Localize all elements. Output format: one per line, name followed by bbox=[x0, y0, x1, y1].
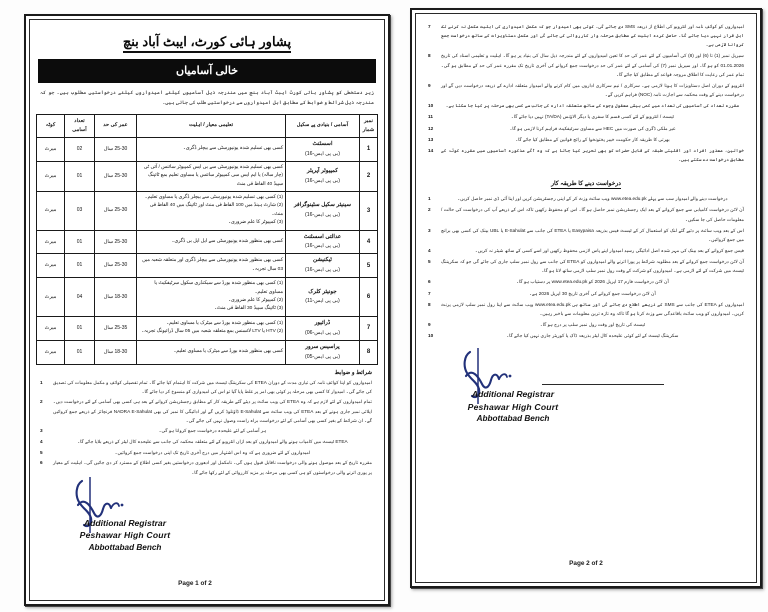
signatory-details bbox=[438, 388, 588, 425]
post-bps: (بی پی ایس-06) bbox=[305, 329, 340, 336]
procedure-heading-text: درخواست دینے کا طریقہ کار bbox=[551, 181, 621, 188]
signatory-court: Peshawar High Court bbox=[467, 401, 559, 412]
table-row bbox=[37, 316, 378, 340]
procedure-list bbox=[424, 192, 748, 340]
condition-number: 11 bbox=[428, 114, 433, 120]
list-item bbox=[428, 289, 744, 298]
cell-post bbox=[286, 340, 360, 364]
cell-age: 25-30 سال bbox=[95, 254, 137, 278]
post-bps: (بی پی ایس-16) bbox=[305, 212, 340, 219]
cell-age: 18-30 سال bbox=[95, 278, 137, 317]
procedure-number: 3 bbox=[428, 227, 431, 233]
list-item bbox=[428, 257, 744, 275]
cell-qualification bbox=[137, 254, 286, 278]
cell-quota: میرٹ bbox=[37, 254, 65, 278]
post-bps: (بی پی ایس-11) bbox=[305, 298, 340, 305]
cell-sr: 5 bbox=[360, 254, 378, 278]
cell-quota: میرٹ bbox=[37, 161, 65, 191]
procedure-text: آن لائن درخواست فارم 17 اپریل 2026 کو www.etea.edu.pk پر دستیاب ہو گا۔ bbox=[516, 279, 669, 285]
post-title: ڈرائیور bbox=[314, 319, 331, 326]
condition-number: 8 bbox=[428, 53, 431, 59]
cell-qualification bbox=[137, 340, 286, 364]
cell-count: 01 bbox=[65, 316, 95, 340]
cell-age: 25-30 سال bbox=[95, 191, 137, 230]
qualification-line: کسی بھی تسلیم شدہ یونیورسٹی سے بیچلر ڈگری۔ bbox=[182, 146, 283, 152]
qualification-line: (3) کمپیوٹر کا علم ضروری۔ bbox=[228, 220, 283, 226]
col-header-sr: نمبر شمار bbox=[360, 114, 378, 137]
list-item bbox=[40, 437, 372, 446]
vacancies-banner bbox=[38, 59, 376, 83]
signatory-bench: Abbottabad Bench bbox=[88, 542, 162, 552]
procedure-text: آن لائن درخواست جمع کروانے کی آخری تاریخ 30 اپریل 2026 ہے۔ bbox=[529, 290, 656, 296]
procedure-text: فیس جمع کروانے کے بعد بینک کی مہر شدہ اصل ادائیگی رسید امیدوار اپنے پاس لازمی محفوظ رکھیں اور اسے کسی کے ساتھ شیئر نہ کریں۔ bbox=[475, 247, 744, 253]
list-item bbox=[428, 194, 744, 203]
qualification-line: (2) HTV یا LTV لائسنس بمع متعلقہ شعبہ میں 05 سال ڈرائیونگ تجربہ۔ bbox=[141, 329, 283, 335]
signature-rule bbox=[542, 384, 664, 385]
post-bps: (بی پی ایس-16) bbox=[305, 267, 340, 274]
procedure-number: 8 bbox=[428, 301, 431, 307]
continued-conditions-list bbox=[424, 20, 748, 164]
condition-text: مقررہ تاریخ کے بعد موصول ہونے والی درخواست ناقابل قبول ہوں گی۔ نامکمل اور ادھوری درخواستیں بغیر کسی اطلاع کے مسترد کر دی جائیں گی۔ اہلیت کے معیار پر پوری اترنے والی درخواستوں کو ہی کسی بھی مرحلہ پر مزید کارروائی کے لئے رکھا جائے گا۔ bbox=[53, 460, 372, 475]
document-page-1 bbox=[24, 14, 390, 606]
procedure-text: آن لائن درخواست کامیابی سے جمع کروانے کے بعد ایک رجسٹریشن نمبر حاصل ہو گا۔ اس کو محفوظ رکھیں تاکہ اس کے ذریعے آپ کی درخواست کی حالت / معلومات حاصل کی جا سکیں۔ bbox=[441, 207, 744, 222]
procedure-number: 10 bbox=[428, 333, 434, 339]
cell-qualification bbox=[137, 161, 286, 191]
condition-text: ETEA ٹیسٹ میں کامیاب ہونے والے امیدواروں کو بعد ازاں انٹرویو کے لئے متعلقہ محکمہ کی جانب سے علیحدہ کال لیٹر کے ذریعے بلایا جائے گا۔ bbox=[77, 439, 348, 445]
post-bps: (بی پی ایس-16) bbox=[305, 177, 340, 184]
cell-post bbox=[286, 278, 360, 317]
cell-sr: 6 bbox=[360, 278, 378, 317]
cell-post bbox=[286, 254, 360, 278]
table-row bbox=[37, 161, 378, 191]
col-header-count: تعداد آسامی bbox=[65, 114, 95, 137]
procedure-text: امیدواروں کو ETEA کی جانب سے SMS کے ذریعے اطلاع دی جائے گی اور ساتھ ہی www.etea.edu.pk ویب سائٹ سے اپنا رول نمبر سلپ لازمی پرنٹ کریں۔ امیدواروں کو ویب سائٹ باقاعدگی سے وزٹ کرنا ہو گا تاکہ وہ تازہ ترین معلومات سے باخبر رہیں۔ bbox=[441, 301, 744, 316]
condition-number: 13 bbox=[428, 136, 434, 142]
procedure-number: 9 bbox=[428, 322, 431, 328]
post-bps: (بی پی ایس-16) bbox=[305, 150, 340, 157]
list-item bbox=[428, 246, 744, 255]
list-item bbox=[428, 205, 744, 223]
list-item bbox=[428, 22, 744, 49]
condition-number: 1 bbox=[40, 379, 43, 385]
procedure-text: آن لائن درخواست جمع کروانے کے بعد مطلوبہ شرائط پر پورا اترنے والے امیدواروں کو ETEA کی جانب سے رول نمبر سلپ جاری کی جائے گی جو کہ سکریننگ ٹیسٹ میں شرکت کے لئے لازمی ہے۔ امیدواروں کو شرکت کے وقت رول نمبر سلپ لازمی ساتھ لانا ہو گا۔ bbox=[441, 259, 744, 274]
post-title: ٹیکنیشن bbox=[313, 257, 332, 264]
cell-quota: میرٹ bbox=[37, 230, 65, 254]
condition-number: 2 bbox=[40, 399, 43, 405]
cell-post bbox=[286, 316, 360, 340]
table-row bbox=[37, 340, 378, 364]
list-item bbox=[428, 135, 744, 144]
post-title: سینیئر سکیل سٹینوگرافر bbox=[293, 202, 352, 209]
cell-post bbox=[286, 191, 360, 230]
qualification-line: کسی بھی منظور شدہ یونیورسٹی سے بیچلر ڈگری اور متعلقہ شعبہ میں 03 سال تجربہ۔ bbox=[142, 258, 283, 272]
cell-post bbox=[286, 230, 360, 254]
cell-sr: 7 bbox=[360, 316, 378, 340]
cell-age: 25-30 سال bbox=[95, 137, 137, 161]
qualification-line: کسی بھی منظور شدہ یونیورسٹی سے ایل ایل بی ڈگری۔ bbox=[171, 238, 283, 244]
cell-qualification bbox=[137, 137, 286, 161]
table-row bbox=[37, 230, 378, 254]
qualification-line: (1) کسی بھی منظور شدہ بورڈ سے سیکنڈری سکول سرٹیفکیٹ یا مساوی تعلیم۔ bbox=[154, 281, 283, 295]
signatory-details bbox=[50, 517, 200, 554]
qualification-line: کسی بھی تسلیم شدہ یونیورسٹی سے بی ایس کمپیوٹر سائنس / آئی ٹی bbox=[143, 164, 283, 170]
col-header-post: آسامی / بنیادی پے سکیل bbox=[286, 114, 360, 137]
table-row bbox=[37, 191, 378, 230]
vacancies-table bbox=[36, 114, 378, 365]
cell-sr: 3 bbox=[360, 191, 378, 230]
cell-sr: 4 bbox=[360, 230, 378, 254]
list-item bbox=[428, 112, 744, 121]
post-title: اسسٹنٹ bbox=[312, 140, 333, 147]
condition-number: 10 bbox=[428, 103, 434, 109]
post-title: عدالتی اسسٹنٹ bbox=[303, 233, 342, 240]
condition-text: غیر ملکی ڈگری کی صورت میں HEC سے مساوی سرٹیفکیٹ فراہم کرنا لازمی ہو گا۔ bbox=[509, 125, 676, 131]
condition-text: بھرتی کا طریقہ کار حکومت خیبر پختونخوا کے رائج قوانین کے مطابق کیا جائے گا۔ bbox=[515, 136, 670, 142]
cell-count: 01 bbox=[65, 340, 95, 364]
cell-quota: میرٹ bbox=[37, 137, 65, 161]
cell-count: 01 bbox=[65, 230, 95, 254]
cell-sr: 1 bbox=[360, 137, 378, 161]
procedure-text: اس کے بعد ویب سائٹ پر دئیے گئے لنک کو استعمال کر کے ٹیسٹ فیس بذریعہ Easypaisa یا ETEA کی جانب سے E-Sahulat یا UBL بینک کی کسی بھی برانچ میں جمع کروائیں۔ bbox=[441, 227, 745, 242]
col-header-age: عمر کی حد bbox=[95, 114, 137, 137]
cell-count: 04 bbox=[65, 278, 95, 317]
cell-count: 01 bbox=[65, 161, 95, 191]
condition-text: ہر آسامی کے لئے علیحدہ درخواست جمع کروانا ہو گی۔ bbox=[158, 428, 267, 434]
cell-post bbox=[286, 161, 360, 191]
cell-count: 01 bbox=[65, 254, 95, 278]
page-2-footer: Page 2 of 2 bbox=[569, 560, 603, 567]
table-header bbox=[37, 114, 378, 137]
list-item bbox=[428, 320, 744, 329]
cell-qualification bbox=[137, 278, 286, 317]
document-page-2 bbox=[410, 8, 762, 588]
conditions-heading: شرائط و ضوابط bbox=[334, 369, 372, 376]
condition-number: 14 bbox=[428, 147, 434, 153]
condition-text: خواتین، معذور افراد اور اقلیتی طبقہ کے قابل حضرات کو بھی تحریر کیا جاتا ہے کہ وہ آگے مذکورہ آسامیوں میں مقررہ کوٹہ کے مطابق درخواست دے سکتے ہیں۔ bbox=[441, 147, 744, 163]
condition-number: 3 bbox=[40, 428, 43, 434]
condition-number: 12 bbox=[428, 125, 434, 131]
procedure-heading bbox=[424, 180, 748, 187]
list-item bbox=[428, 226, 744, 244]
procedure-number: 1 bbox=[428, 196, 431, 202]
cell-count: 02 bbox=[65, 137, 95, 161]
condition-number: 7 bbox=[428, 24, 431, 29]
list-item bbox=[40, 397, 372, 424]
post-title: جونیئر کلرک bbox=[308, 288, 337, 295]
condition-text: امیدواروں کو اپنا کوائف نامہ کی تیاری مدت کے دوران ETEA کی سکریننگ ٹیسٹ میں شرکت کا اہتمام کیا جائے گا۔ تمام تفصیلی کوائف و مکمل معلومات کی تصدیق کی جائے گی۔ امیدوار کا کسی بھی مرحلہ پر کوئی بھی امر پر غلط پایا گیا تو اس کی امیدواری کو منسوخ کر دیا جائے گا۔ bbox=[53, 379, 372, 394]
cell-age: 18-30 سال bbox=[95, 340, 137, 364]
cell-age: 25-30 سال bbox=[95, 230, 137, 254]
procedure-number: 4 bbox=[428, 247, 431, 253]
table-body bbox=[37, 137, 378, 364]
procedure-number: 2 bbox=[428, 207, 431, 213]
qualification-line: (1) کسی بھی منظور شدہ بورڈ سے میٹرک یا مساوی تعلیم۔ bbox=[166, 320, 283, 326]
conditions-list bbox=[36, 378, 378, 477]
procedure-number: 7 bbox=[428, 290, 431, 296]
cell-quota: میرٹ bbox=[37, 316, 65, 340]
list-item bbox=[428, 300, 744, 318]
qualification-line: (3) ٹائپنگ سپیڈ 30 الفاظ فی منٹ۔ bbox=[214, 306, 283, 312]
table-row bbox=[37, 278, 378, 317]
signatory-court: Peshawar High Court bbox=[79, 530, 171, 541]
signatory-bench: Abbottabad Bench bbox=[476, 414, 550, 424]
qualification-line: (2) کمپیوٹر کا علم ضروری۔ bbox=[228, 298, 283, 304]
signatory-designation: Additional Registrar bbox=[471, 389, 555, 400]
list-item bbox=[428, 277, 744, 286]
list-item bbox=[428, 124, 744, 133]
cell-age: 25-35 سال bbox=[95, 316, 137, 340]
intro-paragraph: زیر دستخطی کو پشاور ہائی کورٹ ایبٹ آباد بنچ میں مندرجہ ذیل آسامیوں کیلئے امیدواروں کیلئے درخواستیں مطلوب ہیں۔ جو کہ مندرجہ ذیل شرائط و ضوابط کے مطابق اہل امیدواروں سے درخواستیں طلب کی جاتی ہیں۔ bbox=[40, 90, 374, 106]
signature-block-page-1 bbox=[36, 483, 378, 552]
procedure-text: ٹیسٹ کی تاریخ اور وقت رول نمبر سلپ پر درج ہو گا۔ bbox=[539, 322, 646, 328]
cell-age: 25-30 سال bbox=[95, 161, 137, 191]
post-title: کمپیوٹر آپریٹر bbox=[307, 167, 338, 174]
condition-text: امیدواروں کے لئے ضروری ہے کہ وہ اس اشتہار میں درج آخری تاریخ تک اپنی درخواست جمع کروائیں۔ bbox=[114, 449, 311, 455]
cell-count: 03 bbox=[65, 191, 95, 230]
col-header-qualification: تعلیمی معیار / اہلیت bbox=[137, 114, 286, 137]
table-row bbox=[37, 254, 378, 278]
vacancies-banner-text: خالی آسامیاں bbox=[176, 65, 238, 77]
table-row bbox=[37, 137, 378, 161]
procedure-number: 5 bbox=[428, 259, 431, 265]
procedure-text: سکریننگ ٹیسٹ کے لئے کوئی علیحدہ کال لیٹر بذریعہ ڈاک یا کوریئر جاری نہیں کیا جائے گا۔ bbox=[506, 333, 679, 339]
page-title bbox=[36, 24, 378, 53]
post-bps: (بی پی ایس-16) bbox=[305, 243, 340, 250]
cell-quota: میرٹ bbox=[37, 278, 65, 317]
col-header-quota: کوٹہ bbox=[37, 114, 65, 137]
signature-block-page-2 bbox=[424, 354, 748, 432]
condition-number: 5 bbox=[40, 449, 43, 455]
condition-number: 6 bbox=[40, 460, 43, 466]
list-item bbox=[428, 81, 744, 99]
condition-text: مقررہ تعداد کی آسامیوں کی تعداد میں کمی بیشی معقول وجوہ کے ساتھ متعلقہ ادارہ کی جانب سے کسی بھی مرحلہ پر کیا جا سکتا ہے۔ bbox=[445, 103, 740, 109]
condition-number: 4 bbox=[40, 439, 43, 445]
list-item bbox=[428, 101, 744, 110]
condition-text: ٹیسٹ / انٹرویو کے لئے کسی قسم کا سفری یا دیگر الاؤنس (TA/DA) نہیں دیا جائے گا۔ bbox=[511, 114, 674, 120]
cell-qualification bbox=[137, 230, 286, 254]
page-1-footer: Page 1 of 2 bbox=[178, 580, 212, 587]
cell-qualification bbox=[137, 316, 286, 340]
post-title: پراسیس سرور bbox=[305, 343, 340, 350]
cell-qualification bbox=[137, 191, 286, 230]
cell-quota: میرٹ bbox=[37, 340, 65, 364]
condition-text: سیریل نمبر (1) تا (6) اور (8) کی آسامیوں کے لئے عمر کی حد کا تعین امیدواروں کے لئے مندرجہ ذیل سال کی بنیاد پر ہو گا۔ اہلیت و تعلیمی اسناد کی تاریخ 01.01.2026 کو ہو گا۔ اور سیریل نمبر (7) کی آسامی کے لئے عمر کی حد درخواست جمع کروانے کی آخری تاریخ تک مقررہ عمر کی حد کے مطابق ہو گی۔ تمام عمر کی رعایت کا اطلاق مروجہ قواعد کے مطابق کیا جائے گا۔ bbox=[441, 53, 744, 77]
procedure-text: درخواست دینے والے امیدوار سب سے پہلے www.etea.edu.pk ویب سائٹ وزٹ کر کے اپنی رجسٹریشن کریں اور اپنا آئی ڈی نمبر حاصل کریں۔ bbox=[457, 196, 728, 202]
page-title-text: پشاور ہائی کورٹ، ایبٹ آباد بنچ bbox=[123, 34, 291, 53]
condition-text: تمام امیدواروں کے لئے لازم ہے کہ وہ ETEA کی ویب سائٹ پر دیئے گئے طریقہ کار کے مطابق رجسٹریشن کروانے کے بعد ہی کسی بھی آسامی کے لئے درخواست دیں۔ اپلائی نمبر جاری ہونے کے بعد ETEA کی ویب سائٹ سے E-Sahulat ڈاؤنلوڈ کریں گے اور ادائیگی کا نمبر کی بھی NADRA E-Sahulat فرنچائز کے ذریعے جمع کروائیں گے۔ ان شرائط کے بغیر کسی بھی آسامی کے لئے درخواست براہ راست وصول نہیں کی جائے گی۔ bbox=[53, 399, 373, 423]
qualification-line: (2) شارٹ ہینڈ میں 100 الفاظ فی منٹ اور ٹائپنگ میں 40 الفاظ فی منٹ۔ bbox=[149, 203, 283, 217]
list-item bbox=[40, 378, 372, 396]
list-item bbox=[40, 426, 372, 435]
table-header-row bbox=[37, 114, 378, 137]
cell-sr: 2 bbox=[360, 161, 378, 191]
list-item bbox=[428, 331, 744, 340]
signatory-designation: Additional Registrar bbox=[83, 517, 167, 528]
cell-sr: 8 bbox=[360, 340, 378, 364]
condition-number: 9 bbox=[428, 82, 431, 88]
procedure-number: 6 bbox=[428, 279, 431, 285]
cell-post bbox=[286, 137, 360, 161]
list-item bbox=[40, 448, 372, 457]
qualification-line: (چار سالہ) یا ایم ایس سی کمپیوٹر سائنس یا مساوی تعلیم بمع ٹائپنگ سپیڈ 40 الفاظ فی منٹ bbox=[148, 173, 283, 187]
cell-quota: میرٹ bbox=[37, 191, 65, 230]
condition-text: امیدواروں کو کوائف نامہ اور انٹرویو کی اطلاع از ذریعہ SMS دی جائے گی۔ کوئی بھی امیدوار جو کہ مکمل امیدواری کی اہلیت مکمل نہ کرنے تک اہل قرار نہیں دیا جائے گا۔ حاصل کردہ اہلیت کے مطابق مرحلہ وار کارروائی کی جائے گی اور مکمل دستاویزات کے ساتھ درخواست جمع کروانا لازمی ہے۔ bbox=[441, 24, 745, 48]
qualification-line: کسی بھی منظور شدہ بورڈ سے میٹرک یا مساوی تعلیم۔ bbox=[173, 348, 283, 354]
list-item bbox=[428, 51, 744, 78]
qualification-line: (1) کسی بھی تسلیم شدہ یونیورسٹی سے بیچلر ڈگری یا مساوی تعلیم۔ bbox=[144, 194, 283, 200]
post-bps: (بی پی ایس-05) bbox=[305, 353, 340, 360]
list-item bbox=[428, 146, 744, 164]
condition-text: انٹرویو کے دوران اصل دستاویزات کا ہونا لازمی ہے۔ سرکاری / نیم سرکاری اداروں میں کام کرنے والے امیدوار متعلقہ ادارے کے ذریعہ درخواست دیں گے اور درخواست دینے کے وقت محکمہ سے اجازت نامہ (NOC) فراہم کریں گے۔ bbox=[441, 82, 744, 98]
